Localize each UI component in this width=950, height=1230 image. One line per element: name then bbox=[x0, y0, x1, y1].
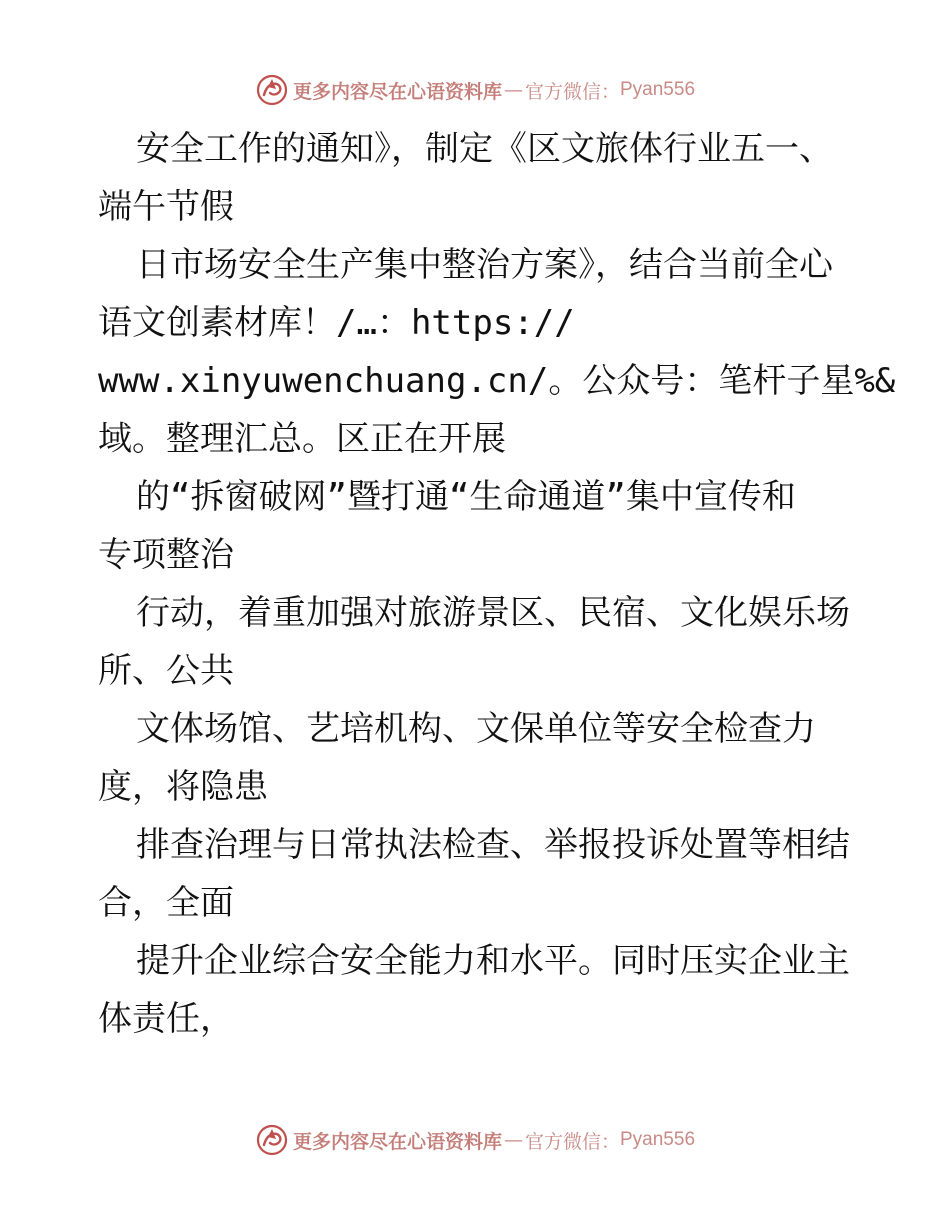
banner-dash: — bbox=[503, 1129, 523, 1151]
header-banner bbox=[0, 70, 950, 110]
text-line: 文体场馆、艺培机构、文保单位等安全检查力 bbox=[136, 709, 816, 749]
text-line: 专项整治 bbox=[98, 535, 234, 575]
site-name: 更多内容尽在心语资料库 bbox=[292, 1130, 502, 1153]
text-line: 度，将隐患 bbox=[98, 767, 268, 807]
footer-banner bbox=[0, 1120, 950, 1160]
text-line: www.xinyuwenchuang.cn/。公众号：笔杆子星%& bbox=[98, 361, 896, 401]
text-line: 安全工作的通知》，制定《区文旅体行业五一、 bbox=[136, 129, 833, 169]
text-line: 提升企业综合安全能力和水平。同时压实企业主 bbox=[136, 941, 850, 981]
site-name: 更多内容尽在心语资料库 bbox=[292, 80, 502, 103]
wechat-id: Pyan556 bbox=[620, 1129, 696, 1150]
text-line: 所、公共 bbox=[98, 651, 234, 691]
wechat-label: 官方微信： bbox=[524, 80, 620, 103]
swirl-logo-icon bbox=[255, 73, 289, 107]
text-line: 语文创素材库！/…：https:// bbox=[98, 303, 575, 343]
wechat-label: 官方微信： bbox=[524, 1130, 620, 1153]
text-line: 合，全面 bbox=[98, 883, 234, 923]
text-line: 日市场安全生产集中整治方案》，结合当前全心 bbox=[136, 245, 833, 285]
text-line: 的“拆窗破网”暨打通“生命通道”集中宣传和 bbox=[136, 477, 796, 517]
wechat-id: Pyan556 bbox=[620, 79, 696, 100]
text-line: 排查治理与日常执法检查、举报投诉处置等相结 bbox=[136, 825, 850, 865]
text-line: 域。整理汇总。区正在开展 bbox=[98, 419, 506, 459]
swirl-logo-icon bbox=[255, 1123, 289, 1157]
banner-dash: — bbox=[503, 79, 523, 101]
text-line: 端午节假 bbox=[98, 187, 234, 227]
body-text bbox=[98, 120, 896, 1048]
text-line: 行动，着重加强对旅游景区、民宿、文化娱乐场 bbox=[136, 593, 850, 633]
text-line: 体责任， bbox=[98, 999, 234, 1039]
